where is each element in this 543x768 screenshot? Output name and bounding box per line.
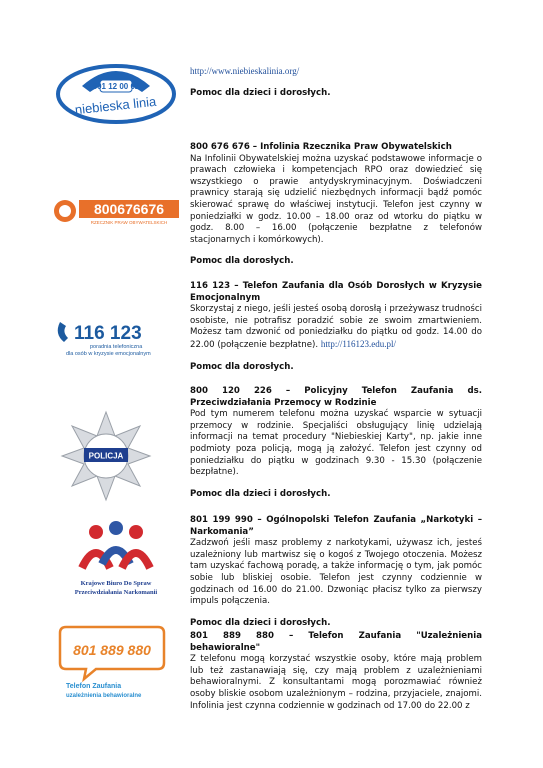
logo-line-2: uzależnienia behawioralne (66, 693, 142, 699)
logo-subtitle-1: poradnia telefoniczna (90, 344, 143, 350)
entry-footer: Pomoc dla dorosłych. (190, 361, 294, 372)
logo-name: niebieska linia (74, 93, 157, 118)
logo-number: 801 889 880 (73, 642, 151, 658)
logo-number: 800676676 (93, 201, 165, 217)
entry-116123 (190, 281, 482, 373)
entry-body: Pod tym numerem telefonu można uzyskać wsparcie w sytuacji przemocy w rodzinie. Specjaliści obsługujący linię udzielają informacji na temat procedury "Niebieskiej Karty", np. jakie inne podmioty poza policją, mogą ją założyć. Telefon jest czynny od poniedziałku do piątku w godzinach 9.30 - 15.30 (połączenie bezpłatne). (190, 409, 482, 478)
logo-subtitle-2: dla osób w kryzysie emocjonalnym (66, 351, 151, 357)
entry-body: Z telefonu mogą korzystać wszystkie osoby, które mają problem lub też zastanawiają się, czy mają problem z uzależnieniami behawioralnymi. Z konsultantami mogą porozmawiać również osoby bliskie osobom uzależnionym – rodzina, przyjaciele, znajomi. Infolinia jest czynna codziennie w godzinach od 17.00 do 22.00 z (190, 654, 482, 711)
entry-narkomania (190, 515, 482, 629)
logo-line-1: Telefon Zaufania (66, 683, 122, 690)
police-star-icon (58, 408, 154, 504)
logo-line-2: Przeciwdziałania Narkomanii (74, 589, 158, 596)
116123-logo (52, 312, 180, 362)
entry-body: Skorzystaj z niego, jeśli jesteś osobą dorosłą i przeżywasz trudności osobiste, nie potrafisz poradzić sobie ze swoim zmartwieniem. Możesz tam dzwonić od poniedziałku do piątku od godz. 14.00 do 22.00 (połączenie bezpłatne). (190, 304, 482, 350)
telephone-icon (52, 58, 180, 126)
logo-phone-number: 801 12 00 02 (92, 82, 140, 91)
entry-title: 801 199 990 – Ogólnopolski Telefon Zaufania „Narkotyki – Narkomania” (190, 515, 482, 537)
entry-niebieska-linia (190, 66, 482, 99)
entry-footer: Pomoc dla dzieci i dorosłych. (190, 488, 331, 499)
narkomania-logo (52, 518, 180, 604)
niebieska-linia-logo (52, 58, 180, 130)
logo-subtitle: RZECZNIK PRAW OBYWATELSKICH (90, 220, 168, 225)
website-link[interactable]: http://116123.edu.pl/ (320, 338, 396, 349)
entry-footer: Pomoc dla dorosłych. (190, 256, 294, 267)
uzaleznienia-logo (56, 625, 184, 703)
entry-title: 800 120 226 – Policyjny Telefon Zaufania ds. Przeciwdziałania Przemocy w Rodzinie (190, 386, 482, 408)
entry-uzaleznienia (190, 631, 482, 712)
policja-logo (58, 408, 186, 508)
logo-number: 116 123 (74, 323, 142, 344)
entry-body: Na Infolinii Obywatelskiej można uzyskać podstawowe informacje o prawach człowieka i kompetencjach RPO oraz dowiedzieć się wszystkiego o prawie antydyskryminacyjnym. Doświadczeni prawnicy starają się udzielić niezbędnych informacji bądź pomóc skierować sprawę do właściwej instytucji. Telefon jest czynny w poniedziałki w godz. 10.00 – 18.00 oraz od wtorku do piątku w godz. 8.00 – 16.00 (połączenie bezpłatne z telefonów stacjonarnych i komórkowych). (190, 153, 482, 245)
entry-policja (190, 386, 482, 500)
rpo-logo (52, 196, 180, 232)
entry-title: 116 123 – Telefon Zaufania dla Osób Dorosłych w Kryzysie Emocjonalnym (190, 281, 482, 303)
entry-body: Zadzwoń jeśli masz problemy z narkotykami, używasz ich, jesteś uzależniony lub martwisz się o kogoś z Twojego otoczenia. Możesz tam uzyskać fachową poradę, a także informację o tym, jak pomóc sobie lub bliskiej osobie. Telefon jest czynny codziennie w godzinach od 16.00 do 21.00. Dzwoniąc płacisz tylko za pierwszy impuls połączenia. (190, 538, 482, 607)
speech-bubble-icon (56, 625, 168, 699)
entry-title: 801 889 880 – Telefon Zaufania "Uzależnienia behawioralne" (190, 631, 482, 653)
entry-title: 800 676 676 – Infolinia Rzecznika Praw Obywatelskich (190, 142, 452, 152)
entry-rpo (190, 142, 482, 268)
phone-handset-icon (58, 322, 68, 342)
entry-footer: Pomoc dla dzieci i dorosłych. (190, 617, 331, 628)
logo-line-1: Krajowe Biuro Do Spraw (80, 580, 152, 587)
website-link[interactable]: http://www.niebieskalinia.org/ (190, 66, 300, 76)
entry-footer: Pomoc dla dzieci i dorosłych. (190, 87, 331, 98)
logo-label: POLICJA (88, 451, 124, 461)
people-icon (52, 518, 180, 600)
